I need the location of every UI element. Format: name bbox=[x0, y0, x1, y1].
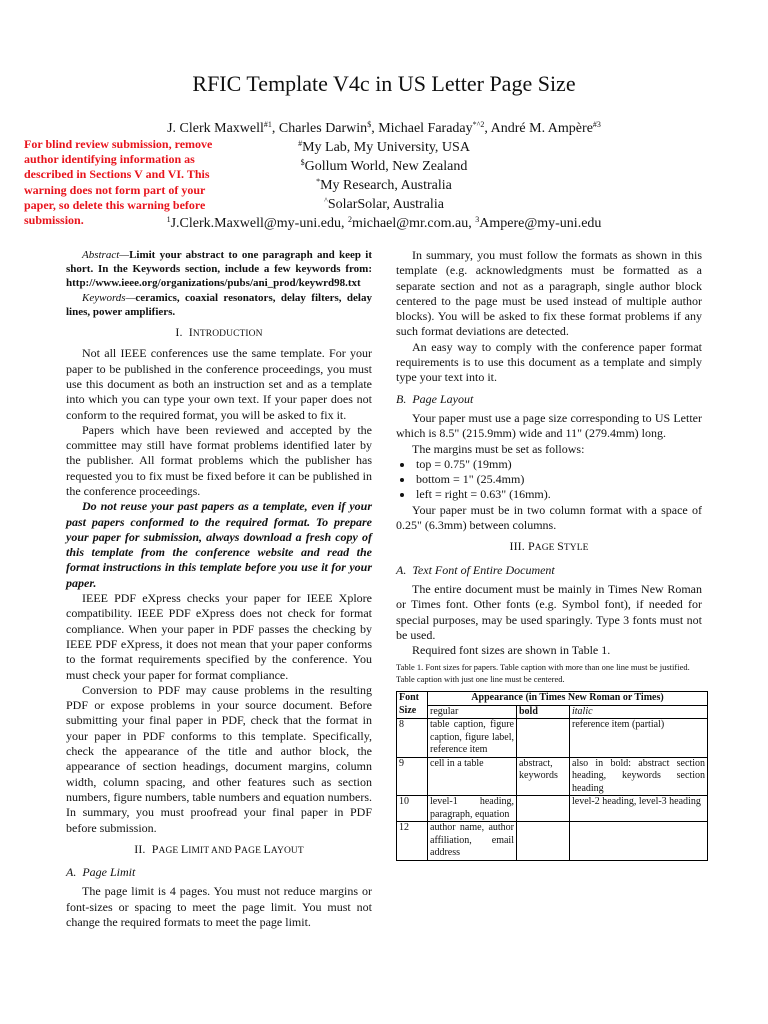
page-limit-paragraph: The page limit is 4 pages. You must not reduce margins or font-sizes or spacing to meet the page limit. You must not change the required formats to meet the page limit. bbox=[66, 884, 372, 929]
list-item: • left = right = 0.63" (16mm). bbox=[414, 487, 702, 502]
section-heading-page-style: III. PAGE STYLE bbox=[509, 539, 589, 554]
font-size-table bbox=[396, 691, 708, 861]
margins-intro-paragraph: The margins must be set as follows: bbox=[412, 441, 585, 456]
intro-paragraph-4: IEEE PDF eXpress checks your paper for IEEE Xplore compatibility. IEEE PDF eXpress does not check for format compliance. When your paper in PDF passes the checking by IEEE PDF eXpress, it does not mean that your paper conforms to the format requirements specified by the conference. You must check your paper for format compliance. bbox=[66, 591, 372, 682]
section-heading-introduction: I. INTRODUCTION bbox=[175, 325, 263, 340]
table-header-italic: italic bbox=[570, 705, 708, 719]
easy-way-paragraph: An easy way to comply with the conference paper format requirements is to use this document as a template and simply type your text into it. bbox=[396, 339, 702, 385]
intro-paragraph-5: Conversion to PDF may cause problems in the resulting PDF or expose problems in your source document. Before submitting your final paper in PDF, check that the format in your paper in PDF conforms to this template. Specifically, check the appearance of the title and author block, the appearance of section headings, document margins, column width, column spacing, and other features such as section numbers, figure numbers, table numbers and equation numbers. In summary, you must proofread your final paper in PDF before submission. bbox=[66, 682, 372, 835]
intro-paragraph-2: Papers which have been reviewed and accepted by the committee may still have format problems identified later by the publisher. All format problems which the publisher has requested you to fix must be fixed before it can be published in the conference proceedings. bbox=[66, 422, 372, 498]
right-column bbox=[396, 248, 705, 861]
table-cell: 9 bbox=[397, 757, 428, 796]
list-item: • bottom = 1" (25.4mm) bbox=[414, 472, 702, 487]
table-header-font-size: Font Size bbox=[397, 692, 428, 719]
affiliation-2: $Gollum World, New Zealand bbox=[300, 158, 468, 174]
table-cell: 12 bbox=[397, 822, 428, 861]
table-cell: also in bold: abstract section heading, keywords section heading bbox=[570, 757, 708, 796]
table-header-appearance: Appearance (in Times New Roman or Times) bbox=[428, 692, 708, 706]
affiliation-1: #My Lab, My University, USA bbox=[298, 139, 470, 155]
list-item: • top = 0.75" (19mm) bbox=[414, 457, 702, 472]
table-cell: author name, author affiliation, email address bbox=[428, 822, 517, 861]
table-cell: level-2 heading, level-3 heading bbox=[570, 796, 708, 822]
page-size-paragraph: Your paper must use a page size corresponding to US Letter which is 8.5" (215.9mm) wide and 11" (279.4mm) long. bbox=[396, 410, 702, 441]
subsection-heading-text-font: A. Text Font of Entire Document bbox=[396, 562, 555, 577]
table-caption: Table 1. Font sizes for papers. Table caption with more than one line must be justified. Table caption with just one line must be centered. bbox=[396, 662, 690, 684]
subsection-heading-page-limit: A. Page Limit bbox=[66, 865, 136, 880]
table-cell: cell in a table bbox=[428, 757, 517, 796]
table-cell bbox=[517, 796, 570, 822]
two-column-paragraph: Your paper must be in two column format with a space of 0.25" (6.3mm) between columns. bbox=[396, 502, 702, 533]
font-sizes-paragraph: Required font sizes are shown in Table 1. bbox=[412, 643, 611, 658]
blind-review-warning: For blind review submission, remove author identifying information as described in Sections V and VI. This warning does not form part of your paper, so delete this warning before submission. bbox=[24, 137, 213, 228]
table-cell bbox=[570, 822, 708, 861]
intro-paragraph-1: Not all IEEE conferences use the same template. For your paper to be published in the conference proceedings, you must use this document as both an instruction set and as a template into which you can type your own text. If your paper does not conform to the required format, you will be asked to fix it. bbox=[66, 346, 372, 422]
author-names: J. Clerk Maxwell$^{\#1}$, Charles Darwin$, Michael Faraday$^{*\^{}2}$, André M. Ampère$^{\#3}$ bbox=[167, 120, 601, 136]
subsection-heading-page-layout: B. Page Layout bbox=[396, 391, 474, 406]
table-row bbox=[397, 719, 708, 758]
table-cell bbox=[517, 719, 570, 758]
paper-title: RFIC Template V4c in US Letter Page Size bbox=[192, 71, 576, 96]
table-cell: table caption, figure caption, figure label, reference item bbox=[428, 719, 517, 758]
affiliation-4: ^SolarSolar, Australia bbox=[324, 196, 444, 212]
table-row bbox=[397, 822, 708, 861]
margins-list bbox=[396, 457, 702, 503]
section-heading-page-limit: II. PAGE LIMIT AND PAGE LAYOUT bbox=[134, 841, 304, 856]
author-emails: $^1$J.Clerk.Maxwell@my-uni.edu, $^2$michael@mr.com.au, $^3$Ampere@my-uni.edu bbox=[166, 215, 602, 231]
text-font-paragraph: The entire document must be mainly in Times New Roman or Times font. Other fonts (e.g. Symbol font), if needed for special purposes, may be used sparingly. Type 3 fonts must not be used. bbox=[396, 581, 702, 642]
left-column bbox=[66, 248, 372, 930]
keywords: Keywords—ceramics, coaxial resonators, delay filters, delay lines, power amplifiers. bbox=[66, 291, 372, 318]
table-cell: reference item (partial) bbox=[570, 719, 708, 758]
table-cell: level-1 heading, paragraph, equation bbox=[428, 796, 517, 822]
table-row bbox=[397, 757, 708, 796]
table-cell: abstract, keywords bbox=[517, 757, 570, 796]
table-cell: 8 bbox=[397, 719, 428, 758]
table-header-bold: bold bbox=[517, 705, 570, 719]
intro-paragraph-3: Do not reuse your past papers as a template, even if your past papers conformed to the required format. To prepare your paper for submission, always download a fresh copy of this template from the conference website and read the format instructions in this template before you use it for your paper. bbox=[66, 499, 372, 590]
abstract: Abstract—Limit your abstract to one paragraph and keep it short. In the Keywords section, include a few keywords from: http://www.ieee.org/organizations/pubs/ani_prod/keywrd98.txt bbox=[66, 249, 372, 290]
summary-paragraph: In summary, you must follow the formats as shown in this template (e.g. acknowledgments must be formatted as a separate section and not as a paragraph, single author block centered to the page must be used instead of multiple author blocks). You will be asked to fix these format problems if any such format deviations are detected. bbox=[396, 248, 702, 339]
table-row bbox=[397, 796, 708, 822]
table-cell bbox=[517, 822, 570, 861]
table-cell: 10 bbox=[397, 796, 428, 822]
affiliation-3: *My Research, Australia bbox=[316, 177, 452, 193]
table-header-regular: regular bbox=[428, 705, 517, 719]
